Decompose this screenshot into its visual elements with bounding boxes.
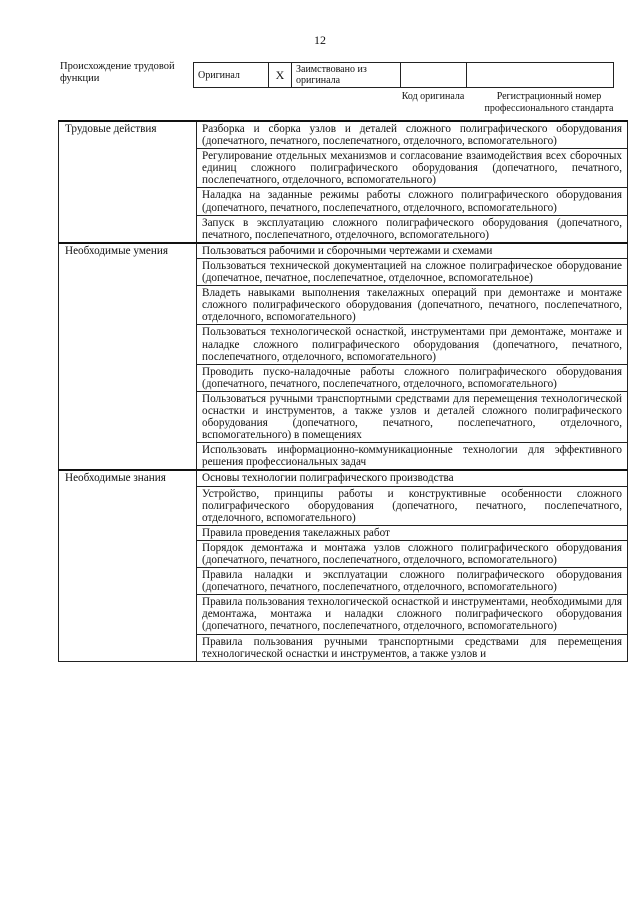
table-cell: Регулирование отдельных механизмов и согласование взаимодействия всех сборочных единиц сложного полиграфического оборудования (допечатного, печатного, послепечатного, отделочного, вспомогательного) bbox=[197, 149, 628, 188]
original-mark: X bbox=[269, 63, 292, 88]
code-value-cell bbox=[401, 63, 467, 88]
table-cell: Пользоваться ручными транспортными средствами для перемещения технологической оснастки и инструментов, а также узлов и деталей сложного полиграфического оборудования (допечатного, печатного, послепечатного, отделочного, вспомогательного) в помещениях bbox=[197, 391, 628, 442]
table-cell: Наладка на заданные режимы работы сложного полиграфического оборудования (допечатного, печатного, послепечатного, отделочного, вспомогательного) bbox=[197, 188, 628, 215]
table-cell: Использовать информационно-коммуникационные технологии для эффективного решения профессиональных задач bbox=[197, 443, 628, 471]
table-cell: Правила пользования технологической оснасткой и инструментами, необходимыми для демонтажа, монтажа и наладки сложного полиграфического оборудования (допечатного, печатного, послепечатного, отделочного, вспомогательного) bbox=[197, 595, 628, 634]
table-cell: Запуск в эксплуатацию сложного полиграфического оборудования (допечатного, печатного, послепечатного, отделочного, вспомогательного) bbox=[197, 215, 628, 243]
section-heading: Необходимые умения bbox=[59, 243, 197, 471]
code-label: Код оригинала bbox=[401, 91, 465, 102]
table-cell: Основы технологии полиграфического производства bbox=[197, 470, 628, 486]
table-cell: Правила пользования ручными транспортными средствами для перемещения технологической оснастки и инструментов, а также узлов и bbox=[197, 634, 628, 661]
reg-label: Регистрационный номер профессионального стандарта bbox=[484, 91, 614, 114]
table-cell: Владеть навыками выполнения такелажных операций при демонтаже и монтаже сложного полиграфического оборудования (допечатного, печатного, послепечатного, отделочного, вспомогательного) bbox=[197, 286, 628, 325]
table-cell: Пользоваться технической документацией на сложное полиграфическое оборудование (допечатное, печатное, послепечатное, отделочное, вспомогательное) bbox=[197, 258, 628, 285]
table-row bbox=[59, 243, 628, 259]
page-number: 12 bbox=[314, 33, 326, 47]
section-heading: Трудовые действия bbox=[59, 121, 197, 243]
labor-function-table bbox=[58, 120, 628, 662]
origin-table bbox=[193, 62, 614, 88]
table-cell: Разборка и сборка узлов и деталей сложного полиграфического оборудования (допечатного, печатного, послепечатного, отделочного, вспомогательного) bbox=[197, 121, 628, 149]
borrowed-label: Заимствовано из оригинала bbox=[292, 63, 401, 88]
table-cell: Порядок демонтажа и монтажа узлов сложного полиграфического оборудования (допечатного, печатного, послепечатного, отделочного, вспомогательного) bbox=[197, 540, 628, 567]
table-cell: Правила проведения такелажных работ bbox=[197, 525, 628, 540]
reg-number-cell bbox=[467, 63, 614, 88]
section-heading: Необходимые знания bbox=[59, 470, 197, 661]
table-row bbox=[59, 470, 628, 486]
table-cell: Пользоваться рабочими и сборочными чертежами и схемами bbox=[197, 243, 628, 259]
origin-label: Происхождение трудовой функции bbox=[60, 61, 175, 84]
table-cell: Пользоваться технологической оснасткой, инструментами при демонтаже, монтаже и наладке сложного полиграфического оборудования (допечатного, печатного, послепечатного, отделочного, вспомогательного) bbox=[197, 325, 628, 364]
table-row bbox=[59, 121, 628, 149]
original-label: Оригинал bbox=[194, 63, 269, 88]
table-cell: Правила наладки и эксплуатации сложного полиграфического оборудования (допечатного, печатного, послепечатного, отделочного, вспомогательного) bbox=[197, 568, 628, 595]
table-cell: Проводить пуско-наладочные работы сложного полиграфического оборудования (допечатного, печатного, послепечатного, отделочного, вспомогательного) bbox=[197, 364, 628, 391]
table-cell: Устройство, принципы работы и конструктивные особенности сложного полиграфического оборудования (допечатного, печатного, послепечатного, отделочного, вспомогательного) bbox=[197, 486, 628, 525]
